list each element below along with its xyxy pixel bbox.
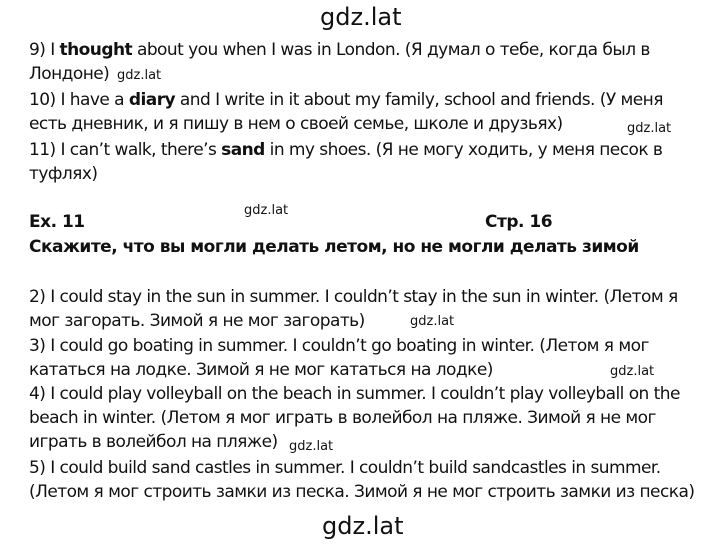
task-heading: Скажите, что вы могли делать летом, но не могли делать зимой <box>29 237 639 257</box>
answer-5-line-2: (Летом я мог строить замки из песка. Зимой я не мог строить замки из песка) <box>29 482 695 502</box>
watermark-small-6: gdz.lat <box>289 439 334 454</box>
watermark-bottom: gdz.lat <box>322 512 404 540</box>
watermark-small-4: gdz.lat <box>410 314 455 329</box>
keyword-diary: diary <box>128 90 176 110</box>
page-number: Стр. 16 <box>485 212 553 232</box>
sentence-9-line-2: Лондоне) <box>29 64 110 84</box>
exercise-label: Ex. 11 <box>29 212 85 232</box>
sentence-9-line-1: 9) I thought about you when I was in London. (Я думал о тебе, когда был в <box>29 40 650 60</box>
answer-5-line-1: 5) I could build sand castles in summer. I couldn’t build sandcastles in summer. <box>29 458 661 478</box>
watermark-small-2: gdz.lat <box>627 121 672 136</box>
watermark-top: gdz.lat <box>320 3 402 31</box>
answer-4-line-2: beach in winter. (Летом я мог играть в волейбол на пляже. Зимой я не мог <box>29 408 656 428</box>
watermark-small-1: gdz.lat <box>117 68 162 83</box>
answer-3-line-1: 3) I could go boating in summer. I couldn’t go boating in winter. (Летом я мог <box>29 336 649 356</box>
answer-2-line-1: 2) I could stay in the sun in summer. I couldn’t stay in the sun in winter. (Летом я <box>29 287 678 307</box>
answer-3-line-2: кататься на лодке. Зимой я не мог кататься на лодке) <box>29 360 493 380</box>
watermark-small-3: gdz.lat <box>244 203 289 218</box>
answer-2-line-2: мог загорать. Зимой я не мог загорать) <box>29 311 365 331</box>
sentence-11-line-1: 11) I can’t walk, there’s sand in my shoes. (Я не могу ходить, у меня песок в <box>29 140 663 160</box>
sentence-10-line-1: 10) I have a diary and I write in it about my family, school and friends. (У меня <box>29 90 663 110</box>
sentence-10-line-2: есть дневник, и я пишу в нем о своей семье, школе и друзьях) <box>29 114 563 134</box>
answer-4-line-1: 4) I could play volleyball on the beach in summer. I couldn’t play volleyball on the <box>29 384 680 404</box>
keyword-sand: sand <box>221 140 265 160</box>
keyword-thought: thought <box>59 40 133 60</box>
watermark-small-5: gdz.lat <box>610 364 655 379</box>
sentence-11-line-2: туфлях) <box>29 164 98 184</box>
answer-4-line-3: играть в волейбол на пляже) <box>29 432 278 452</box>
